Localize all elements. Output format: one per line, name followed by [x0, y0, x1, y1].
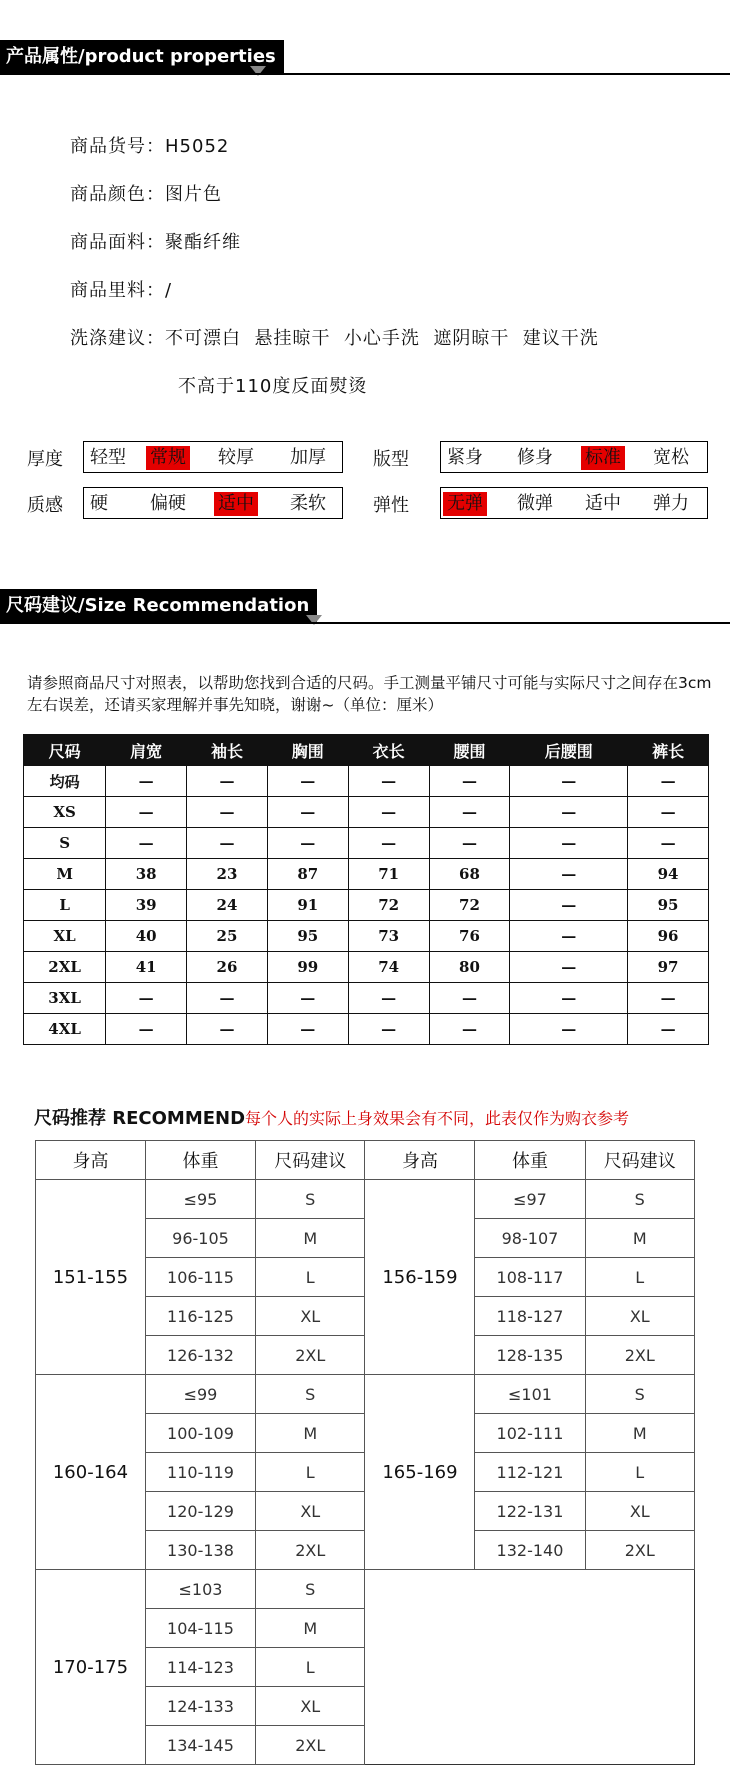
weight-cell: 108-117: [475, 1258, 585, 1297]
table-row: [36, 1375, 695, 1414]
recommend-table: [35, 1140, 695, 1765]
size-cell: XL: [256, 1492, 365, 1531]
section-title: 尺码建议/Size Recommendation: [0, 589, 317, 623]
weight-cell: 98-107: [475, 1219, 585, 1258]
attribute-option: 偏硬: [150, 493, 186, 514]
recommend-subtitle: 每个人的实际上身效果会有不同，此表仅作为购衣参考: [245, 1109, 630, 1128]
height-cell: 156-159: [365, 1180, 475, 1375]
measure-cell: 87: [267, 859, 348, 890]
table-row: [36, 1570, 695, 1609]
measure-cell: 95: [267, 921, 348, 952]
size-cell: L: [24, 890, 106, 921]
size-cell: L: [256, 1453, 365, 1492]
measure-cell: —: [628, 983, 709, 1014]
measure-cell: 97: [628, 952, 709, 983]
measure-cell: 41: [106, 952, 187, 983]
header-rule: [0, 622, 730, 624]
table-row: [24, 983, 709, 1014]
attribute-option: 微弹: [517, 493, 553, 514]
weight-cell: 100-109: [145, 1414, 255, 1453]
size-cell: 2XL: [256, 1726, 365, 1765]
attribute-option: 硬: [90, 493, 108, 514]
attribute-option: 加厚: [290, 447, 326, 468]
attribute-option: 柔软: [290, 493, 326, 514]
table-header-row: [24, 735, 709, 766]
size-cell: M: [256, 1414, 365, 1453]
measure-cell: —: [628, 828, 709, 859]
column-header: 袖长: [187, 735, 268, 766]
weight-cell: 134-145: [145, 1726, 255, 1765]
property-value: /: [165, 280, 173, 301]
measure-cell: —: [510, 921, 628, 952]
measure-cell: 72: [348, 890, 429, 921]
attribute-label: 版型: [373, 449, 409, 470]
weight-cell: ≤103: [145, 1570, 255, 1609]
table-header-row: [36, 1141, 695, 1180]
measure-cell: 39: [106, 890, 187, 921]
column-header: 身高: [365, 1141, 475, 1180]
measure-cell: —: [187, 983, 268, 1014]
measure-cell: —: [348, 828, 429, 859]
measure-cell: —: [187, 797, 268, 828]
weight-cell: 104-115: [145, 1609, 255, 1648]
size-cell: 2XL: [256, 1531, 365, 1570]
size-cell: M: [256, 1609, 365, 1648]
size-cell: XL: [24, 921, 106, 952]
attribute-option: 弹力: [653, 493, 689, 514]
attribute-option: 适中: [214, 492, 258, 516]
measure-cell: —: [510, 859, 628, 890]
measure-cell: 24: [187, 890, 268, 921]
attribute-options: [440, 441, 708, 473]
measure-cell: 68: [429, 859, 510, 890]
table-row: [24, 952, 709, 983]
attribute-option: 修身: [517, 447, 553, 468]
weight-cell: 122-131: [475, 1492, 585, 1531]
size-cell: L: [256, 1258, 365, 1297]
weight-cell: ≤101: [475, 1375, 585, 1414]
product-properties-header: [0, 40, 730, 74]
size-cell: M: [585, 1414, 695, 1453]
measure-cell: —: [510, 1014, 628, 1045]
column-header: 尺码建议: [256, 1141, 365, 1180]
size-cell: L: [256, 1648, 365, 1687]
column-header: 裤长: [628, 735, 709, 766]
property-row: [70, 228, 241, 254]
weight-cell: ≤95: [145, 1180, 255, 1219]
measure-cell: —: [348, 766, 429, 797]
height-cell: 165-169: [365, 1375, 475, 1570]
column-header: 胸围: [267, 735, 348, 766]
column-header: 衣长: [348, 735, 429, 766]
measurement-note: 请参照商品尺寸对照表，以帮助您找到合适的尺码。手工测量平铺尺寸可能与实际尺寸之间存在3cm左右误差，还请买家理解并事先知晓，谢谢~（单位：厘米）: [27, 674, 712, 714]
size-cell: S: [256, 1180, 365, 1219]
size-recommendation-header: [0, 589, 730, 623]
weight-cell: 114-123: [145, 1648, 255, 1687]
size-cell: 2XL: [585, 1531, 695, 1570]
table-row: [36, 1180, 695, 1219]
size-cell: S: [256, 1570, 365, 1609]
measure-cell: —: [628, 766, 709, 797]
measure-cell: —: [348, 983, 429, 1014]
measure-cell: 95: [628, 890, 709, 921]
attribute-option: 宽松: [653, 447, 689, 468]
weight-cell: 112-121: [475, 1453, 585, 1492]
measure-cell: —: [187, 766, 268, 797]
measure-cell: —: [267, 1014, 348, 1045]
table-row: [24, 828, 709, 859]
measure-cell: —: [267, 797, 348, 828]
measure-cell: —: [628, 797, 709, 828]
column-header: 体重: [475, 1141, 585, 1180]
header-rule: [0, 73, 730, 75]
weight-cell: 128-135: [475, 1336, 585, 1375]
attribute-option: 较厚: [218, 447, 254, 468]
measure-cell: —: [106, 828, 187, 859]
measure-cell: 73: [348, 921, 429, 952]
attribute-label: 质感: [27, 495, 63, 516]
size-cell: 2XL: [256, 1336, 365, 1375]
size-cell: S: [585, 1180, 695, 1219]
measure-cell: 80: [429, 952, 510, 983]
attribute-option: 适中: [585, 493, 621, 514]
weight-cell: 118-127: [475, 1297, 585, 1336]
measure-cell: —: [267, 983, 348, 1014]
measure-cell: —: [106, 1014, 187, 1045]
measure-cell: 96: [628, 921, 709, 952]
attribute-option: 轻型: [90, 447, 126, 468]
attribute-option: 标准: [581, 446, 625, 470]
table-row: [24, 859, 709, 890]
weight-cell: 102-111: [475, 1414, 585, 1453]
property-row: [178, 372, 367, 398]
weight-cell: ≤97: [475, 1180, 585, 1219]
measure-cell: —: [348, 1014, 429, 1045]
measure-cell: —: [510, 983, 628, 1014]
measure-cell: —: [429, 828, 510, 859]
size-cell: M: [256, 1219, 365, 1258]
table-row: [24, 766, 709, 797]
measure-cell: —: [510, 828, 628, 859]
measure-cell: 99: [267, 952, 348, 983]
table-row: [24, 1014, 709, 1045]
weight-cell: 124-133: [145, 1687, 255, 1726]
measure-cell: —: [510, 952, 628, 983]
measure-cell: 23: [187, 859, 268, 890]
measure-cell: —: [429, 1014, 510, 1045]
property-value: 图片色: [165, 184, 222, 205]
table-row: [24, 890, 709, 921]
property-label: 商品颜色：: [70, 184, 165, 205]
measure-cell: —: [510, 797, 628, 828]
property-row: [70, 276, 172, 302]
measure-cell: 94: [628, 859, 709, 890]
size-cell: 均码: [24, 766, 106, 797]
size-cell: 2XL: [24, 952, 106, 983]
size-cell: XL: [585, 1492, 695, 1531]
attribute-label: 弹性: [373, 495, 409, 516]
size-cell: M: [24, 859, 106, 890]
measure-cell: —: [429, 797, 510, 828]
property-value: 不高于110度反面熨烫: [178, 376, 368, 397]
size-cell: S: [24, 828, 106, 859]
attribute-options: [83, 441, 343, 473]
column-header: 体重: [145, 1141, 255, 1180]
column-header: 尺码: [24, 735, 106, 766]
weight-cell: ≤99: [145, 1375, 255, 1414]
size-cell: XL: [585, 1297, 695, 1336]
property-label: 商品面料：: [70, 232, 165, 253]
size-cell: 3XL: [24, 983, 106, 1014]
height-cell: 170-175: [36, 1570, 146, 1765]
attribute-options: [83, 487, 343, 519]
weight-cell: 132-140: [475, 1531, 585, 1570]
size-cell: L: [585, 1258, 695, 1297]
size-cell: L: [585, 1453, 695, 1492]
size-cell: M: [585, 1219, 695, 1258]
measure-cell: 72: [429, 890, 510, 921]
measure-cell: —: [106, 983, 187, 1014]
attribute-label: 厚度: [27, 449, 63, 470]
weight-cell: 106-115: [145, 1258, 255, 1297]
weight-cell: 116-125: [145, 1297, 255, 1336]
recommend-title: 尺码推荐 RECOMMEND: [34, 1108, 246, 1129]
property-value: 聚酯纤维: [165, 232, 241, 253]
attribute-option: 无弹: [443, 492, 487, 516]
size-cell: XL: [256, 1687, 365, 1726]
size-cell: S: [256, 1375, 365, 1414]
weight-cell: 110-119: [145, 1453, 255, 1492]
property-value: H5052: [165, 136, 230, 157]
table-row: [24, 921, 709, 952]
empty-cell: [365, 1570, 695, 1765]
size-chart-table: [23, 734, 709, 1045]
section-title: 产品属性/product properties: [0, 40, 284, 74]
measure-cell: 91: [267, 890, 348, 921]
attribute-options: [440, 487, 708, 519]
measure-cell: 76: [429, 921, 510, 952]
measure-cell: —: [628, 1014, 709, 1045]
measure-cell: —: [106, 797, 187, 828]
measure-cell: —: [106, 766, 187, 797]
property-label: 洗涤建议：: [70, 328, 165, 349]
size-cell: XS: [24, 797, 106, 828]
size-cell: 2XL: [585, 1336, 695, 1375]
column-header: 身高: [36, 1141, 146, 1180]
measure-cell: 26: [187, 952, 268, 983]
weight-cell: 96-105: [145, 1219, 255, 1258]
height-cell: 160-164: [36, 1375, 146, 1570]
measure-cell: —: [429, 983, 510, 1014]
measure-cell: 74: [348, 952, 429, 983]
property-row: [70, 180, 222, 206]
height-cell: 151-155: [36, 1180, 146, 1375]
measure-cell: —: [187, 828, 268, 859]
property-label: 商品里料：: [70, 280, 165, 301]
property-row: [70, 132, 229, 158]
weight-cell: 130-138: [145, 1531, 255, 1570]
measure-cell: 25: [187, 921, 268, 952]
property-label: 商品货号：: [70, 136, 165, 157]
attribute-option: 紧身: [447, 447, 483, 468]
measure-cell: —: [267, 766, 348, 797]
measure-cell: —: [510, 890, 628, 921]
column-header: 后腰围: [510, 735, 628, 766]
column-header: 尺码建议: [585, 1141, 695, 1180]
weight-cell: 120-129: [145, 1492, 255, 1531]
measure-cell: —: [510, 766, 628, 797]
measure-cell: 71: [348, 859, 429, 890]
measure-cell: —: [429, 766, 510, 797]
measure-cell: —: [187, 1014, 268, 1045]
column-header: 肩宽: [106, 735, 187, 766]
size-cell: 4XL: [24, 1014, 106, 1045]
table-row: [24, 797, 709, 828]
size-cell: XL: [256, 1297, 365, 1336]
measure-cell: 40: [106, 921, 187, 952]
property-value: 不可漂白 悬挂晾干 小心手洗 遮阴晾干 建议干洗: [165, 328, 599, 349]
size-cell: S: [585, 1375, 695, 1414]
property-row: [70, 324, 599, 350]
measure-cell: 38: [106, 859, 187, 890]
measure-cell: —: [348, 797, 429, 828]
weight-cell: 126-132: [145, 1336, 255, 1375]
measure-cell: —: [267, 828, 348, 859]
column-header: 腰围: [429, 735, 510, 766]
attribute-option: 常规: [146, 446, 190, 470]
